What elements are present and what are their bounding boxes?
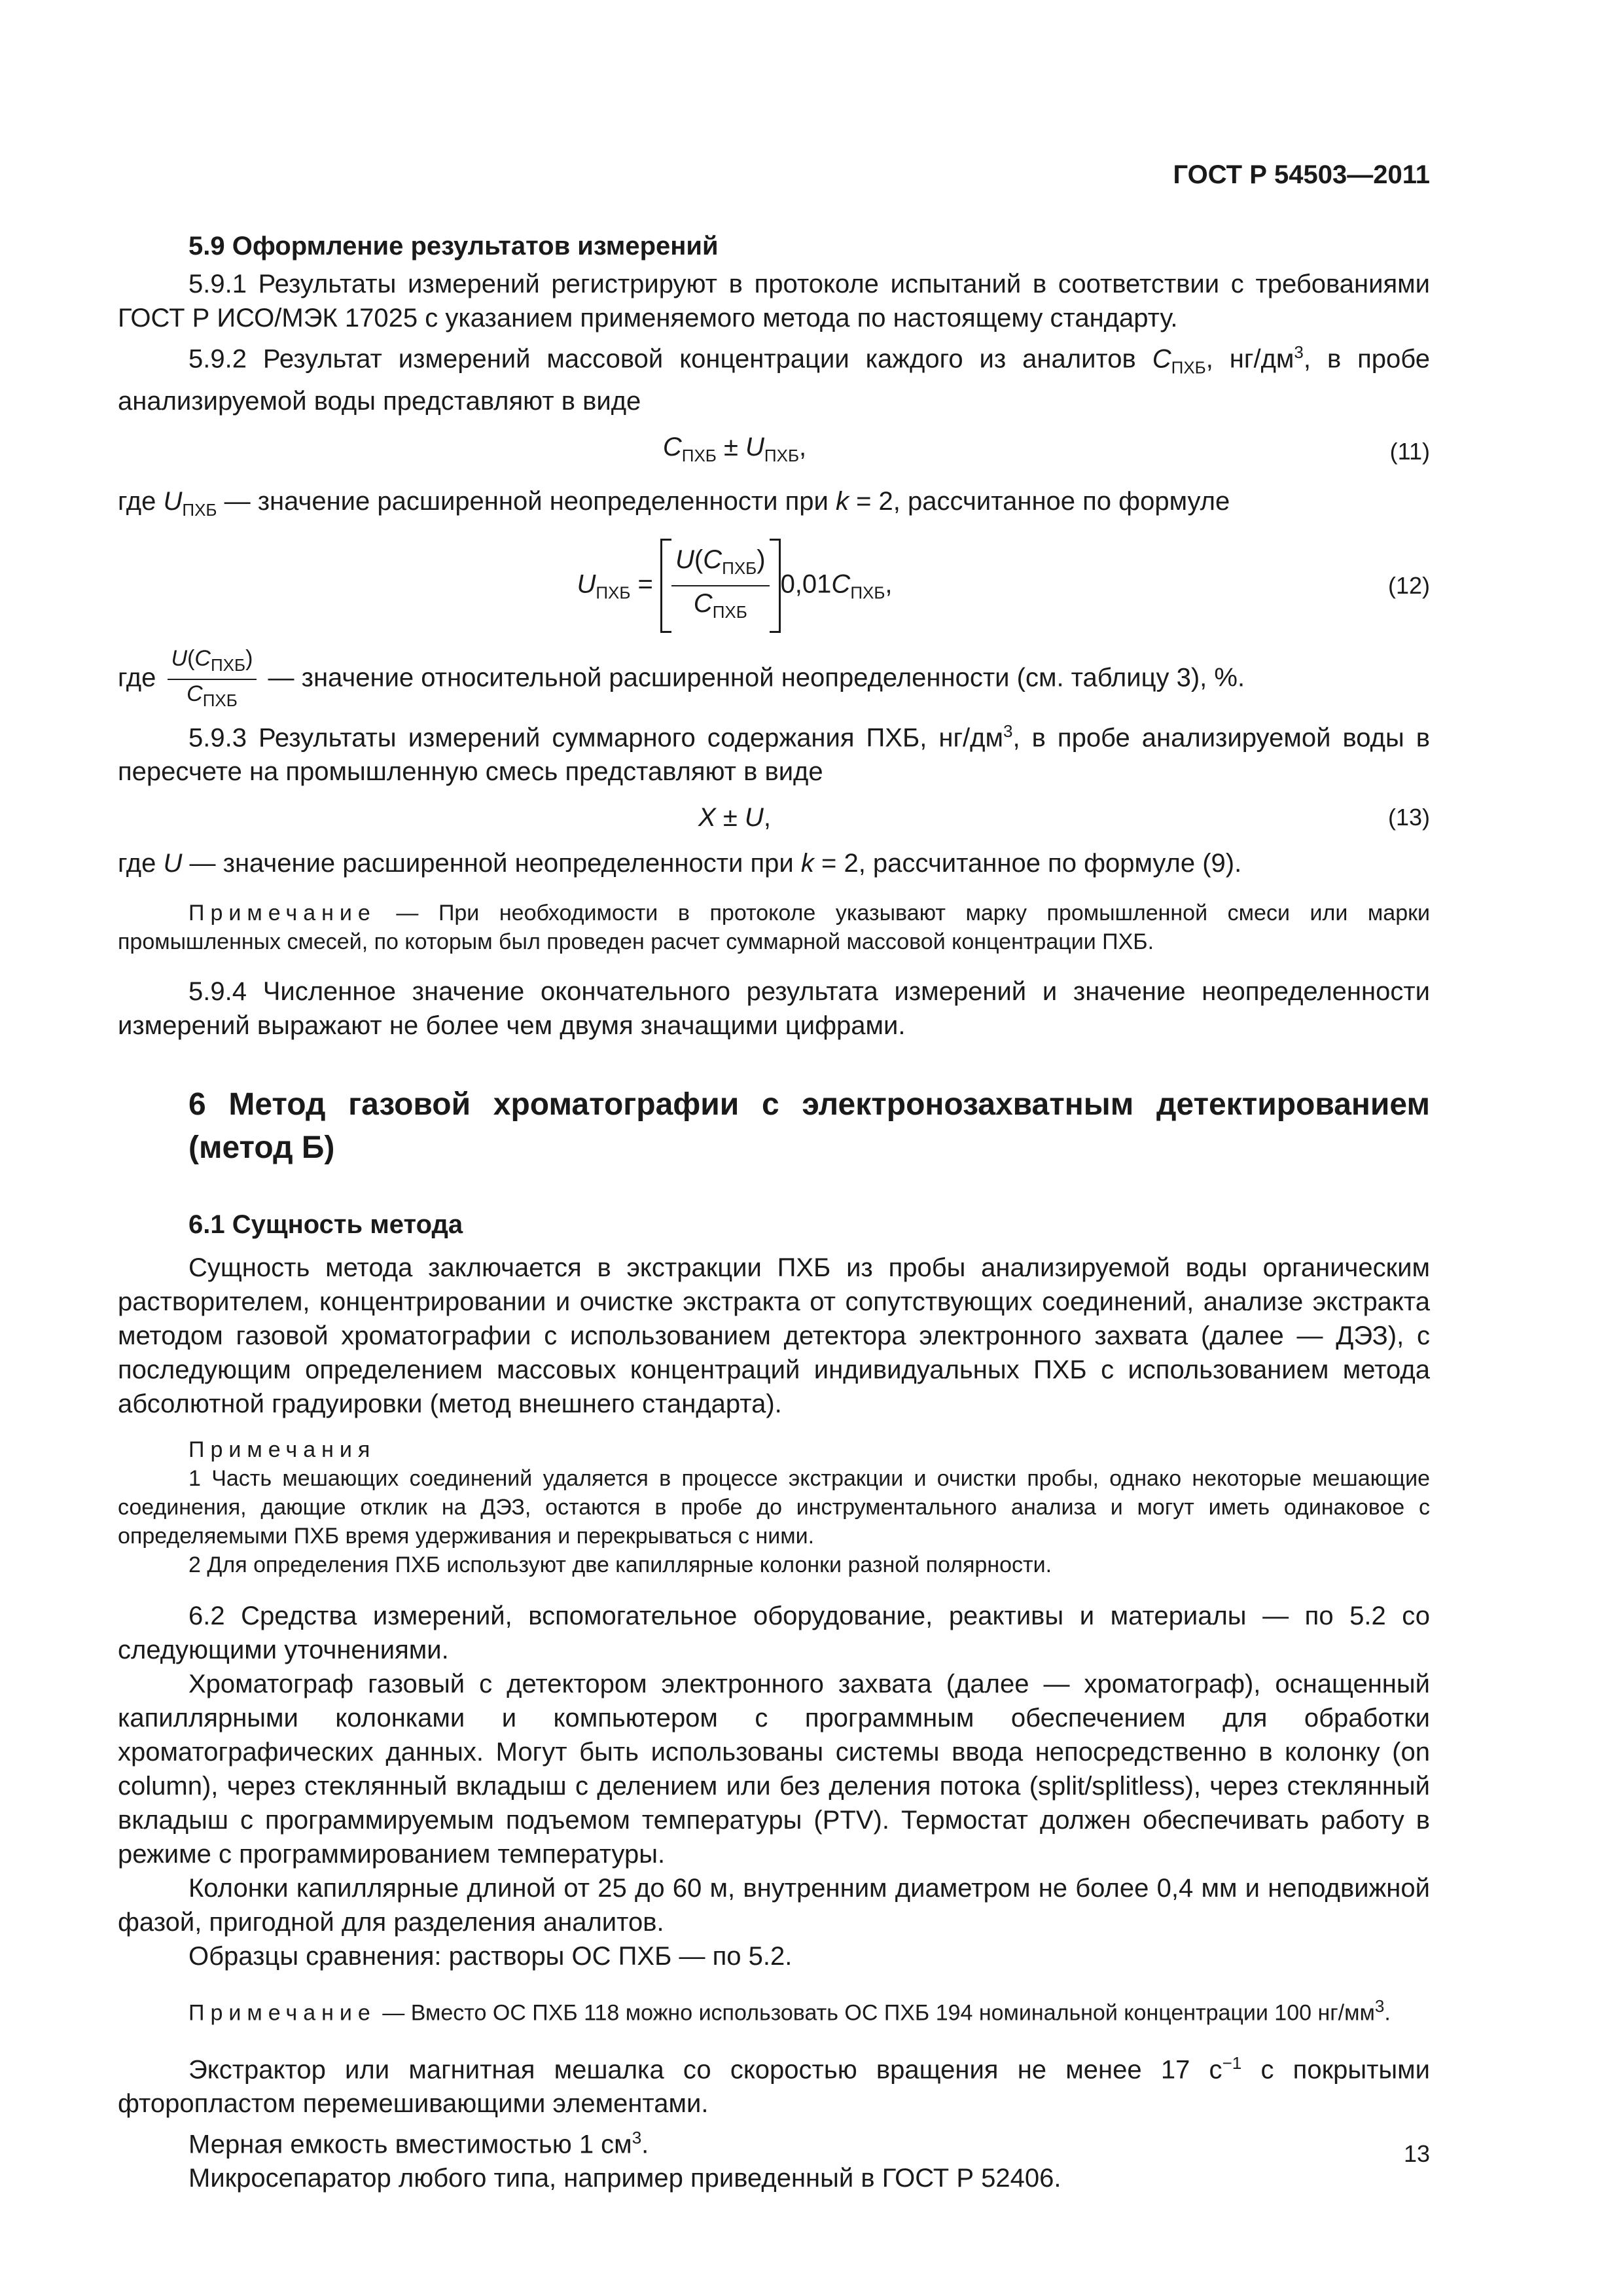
formula-12-bracket [660,539,781,633]
formula-12-fraction: $\frac{U(C_{ПХБ})}{C_{ПХБ}}$ [671,543,770,629]
paragraph-chromatograph: Хроматограф газовый с детектором электронного захвата (далее — хроматограф), оснащенный капиллярными колонками и компьютером с программным обеспечением для обработки хроматографических данных. Могут быть использованы системы ввода непосредственно в колонку (on column), через стеклянный вкладыш с делением или без деления потока (split/splitless), через стеклянный вкладыш с программируемым подъемом температуры (PTV). Термостат должен обеспечивать работу в режиме с программированием температуры. [118,1670,1430,1869]
paragraph-6-1: Сущность метода заключается в экстракции ПХБ из пробы анализируемой воды органическим растворителем, концентрировании и очистке экстракта от сопутствующих соединений, анализе экстракта методом газовой хроматографии с использованием детектора электронного захвата (далее — ДЭЗ), с последующим определением массовых концентраций индивидуальных ПХБ с использованием метода абсолютной градуировки (метод внешнего стандарта). [118,1253,1430,1419]
paragraph-microseparator: Микросепаратор любого типа, например приведенный в ГОСТ Р 52406. [188,2164,1061,2193]
formula-11: $C_{ПХБ} \pm U_{ПХБ}$, (11) [118,430,1430,473]
paragraph-extractor: Экстрактор или магнитная мешалка со скоростью вращения не менее 17 $с^{-1}$ с покрытыми фторопластом перемешивающими элементами. [118,2053,1431,2118]
notes-6-1-label: Примечания [188,1437,376,1463]
where-U-definition: где $U_{ПХБ}$ — значение расширенной неопределенности при k = 2, рассчитанное по формуле [118,487,1230,520]
where-relative-uncertainty: где $\frac{U(C_{ПХБ})}{C_{ПХБ}}$ — значение относительной расширенной неопределенности (см. таблицу 3), %. [118,645,1430,714]
paragraph-5-9-2: 5.9.2 Результат измерений массовой концентрации каждого из аналитов $C_{ПХБ}$, $нг/дм^3$, в пробе анализируемой воды представляют в виде [118,342,1431,416]
paragraph-reference-samples: Образцы сравнения: растворы ОС ПХБ — по 5.2. [188,1942,793,1971]
paragraph-5-9-1: 5.9.1 Результаты измерений регистрируют в протоколе испытаний в соответствии с требованиями ГОСТ Р ИСО/МЭК 17025 с указанием применяемого метода по настоящему стандарту. [118,270,1430,332]
section-6-1-title: 6.1 Сущность метода [188,1210,463,1240]
standard-id: ГОСТ Р 54503—2011 [1173,160,1430,189]
formula-12-number: (12) [1387,572,1430,600]
formula-13-number: (13) [1387,804,1430,831]
paragraph-6-2: 6.2 Средства измерений, вспомогательное оборудование, реактивы и материалы — по 5.2 со следующими уточнениями. [118,1602,1430,1665]
formula-12: $U_{ПХБ}$ = $\frac{U(C_{ПХБ})}{C_{ПХБ}}$ $0,01C_{ПХБ}$, (12) [118,539,1430,633]
formula-13: X ± U, (13) [118,800,1430,834]
note-6-2: Примечание — Вместо ОС ПХБ 118 можно использовать ОС ПХБ 194 номинальной концентрации 100 $нг/мм^3$. [188,1996,1391,2026]
section-6-title: 6 Метод газовой хроматографии с электронозахватным детектированием (метод Б) [188,1087,1430,1166]
note-5-9: Примечание — При необходимости в протоколе указывают марку промышленной смеси или марки промышленных смесей, по которым был проведен расчет суммарной массовой концентрации ПХБ. [118,901,1430,955]
note-6-1-2: 2 Для определения ПХБ используют две капиллярные колонки разной полярности. [188,1552,1052,1578]
paragraph-5-9-3: 5.9.3 Результаты измерений суммарного содержания ПХБ, $нг/дм^3$, в пробе анализируемой воды в пересчете на промышленную смесь представляют в виде [118,721,1430,787]
formula-11-number: (11) [1389,437,1430,465]
paragraph-columns: Колонки капиллярные длиной от 25 до 60 м, внутренним диаметром не более 0,4 мм и неподвижной фазой, пригодной для разделения аналитов. [118,1874,1430,1937]
note-6-1-1: 1 Часть мешающих соединений удаляется в процессе экстракции и очистки пробы, однако некоторые мешающие соединения, дающие отклик на ДЭЗ, остаются в пробе до инструментального анализа и могут иметь одинаковое с определяемыми ПХБ время удерживания и перекрываться с ними. [118,1466,1430,1549]
relative-uncertainty-fraction: $\frac{U(C_{ПХБ})}{C_{ПХБ}}$ [168,645,257,714]
page-number: 13 [1403,2140,1430,2167]
section-5-9-title: 5.9 Оформление результатов измерений [188,232,719,260]
document-body [118,229,1430,2195]
where-U-definition-2: где U — значение расширенной неопределенности при k = 2, рассчитанное по формуле (9). [118,849,1242,878]
document-page [118,0,1430,2296]
notes-6-1 [118,1435,1430,1579]
paragraph-vessel: Мерная емкость вместимостью 1 $см^3$. [188,2127,649,2159]
paragraph-5-9-4: 5.9.4 Численное значение окончательного результата измерений и значение неопределенности измерений выражают не более чем двумя значащими цифрами. [118,977,1430,1041]
